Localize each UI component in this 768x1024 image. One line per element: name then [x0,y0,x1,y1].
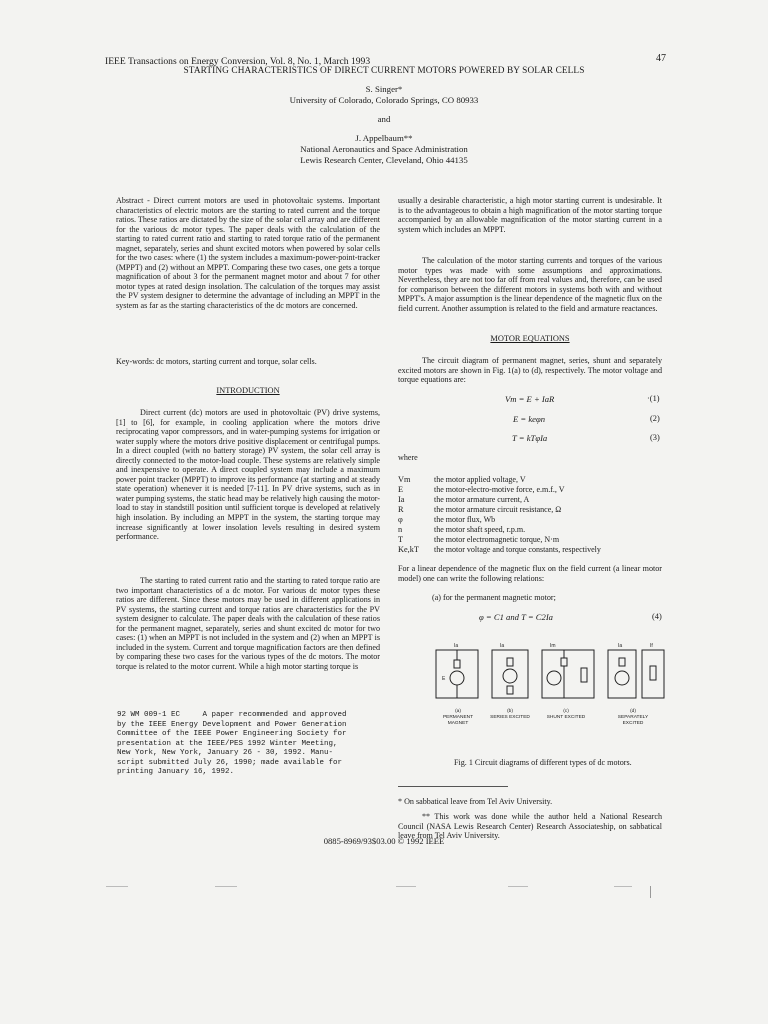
right-p4-text: For a linear dependence of the magnetic flux on the field current (a linear motor model) one can write the following relations: [398,564,662,583]
circuit-label-c [544,709,588,721]
affiliation-2-line-1: National Aeronautics and Space Administration [300,144,468,154]
intro-p1-text: Direct current (dc) motors are used in photovoltaic (PV) drive systems, [1] to [6], for example, in cooling application where the motors drive reciprocating vapor compressors, and in water-pumping systems for irrigation or water supply where the motors drive positive displacement or centrifugal pumps. In a direct coupled (with no battery storage) PV system, the solar cell array is directly connected to the motor-load couple. These systems are relatively simple and inexpensive to operate. A direct coupled system may include a maximum power point tracker (MPPT) to improve its performance (at starting and at steady state operation) whenever it is needed [7-11]. In PV drive systems, such as in water pumping systems, the static head may be relatively high causing the motor-load to stay in standstill position until sufficient torque is developed at relatively high insolation. By including an MPPT in the system, the starting torque may increase significantly at lower insolation levels resulting in desired system performance. [116,408,380,542]
symbol-definition: the motor flux, Wb [434,515,496,524]
right-col-continuation [398,196,662,234]
equation-2-number: (2) [650,414,660,423]
intro-paragraph-1 [116,408,380,542]
paper-title: STARTING CHARACTERISTICS OF DIRECT CURRENT MOTORS POWERED BY SOLAR CELLS [183,66,585,76]
author-1: S. Singer* [365,84,403,94]
svg-text:Ia: Ia [500,643,505,649]
symbol: R [398,505,404,514]
keywords: Key-words: dc motors, starting current and torque, solar cells. [116,357,317,366]
circuit-name: SERIES EXCITED [490,715,530,720]
section-heading-motor-equations: MOTOR EQUATIONS [490,334,570,343]
svg-text:Im: Im [550,643,556,649]
symbol-definition: the motor-electro-motive force, e.m.f., V [434,485,565,494]
circuit-tag: (a) [455,709,461,714]
svg-text:Ia: Ia [618,643,623,649]
scan-mark [650,886,651,898]
circuit-c-shunt-excited [542,643,594,698]
symbol-definition: the motor voltage and torque constants, respectively [434,545,601,554]
figure-1-caption: Fig. 1 Circuit diagrams of different types of dc motors. [454,758,632,767]
symbol-definition: the motor armature current, A [434,495,530,504]
equation-4-number: (4) [652,612,662,621]
right-paragraph-3 [398,356,662,385]
circuit-d-separately-excited [608,643,664,698]
circuit-b-series-excited [492,643,528,698]
equation-3: T = kTφIa [512,433,548,443]
symbol: Ia [398,495,405,504]
right-p3-text: The circuit diagram of permanent magnet, series, shunt and separately excited motors are shown in Fig. 1(a) to (d), respectively. The motor voltage and torque equations are: [398,356,662,385]
intro-p2-text: The starting to rated current ratio and the starting to rated torque ratio are two important characteristics of a dc motor. For various dc motor types these ratios are different. Since these motors may be used in different applications in PV systems, the starting current and torque ratios are characteristics for the PV system designer to calculate. The paper deals with the calculation of these ratios for the permanent magnet, separately, series and shunt excited dc motor for two cases: (1) when an MPPT is not included in the system and (2) when an MPPT is included in the system. Current and torque magnification factors are then defined by comparing these two cases for the various types of the dc motors. The motor torque is related to the motor current. While a high motor starting torque is [116,576,380,671]
circuit-name: SHUNT EXCITED [546,715,586,720]
section-heading-introduction: INTRODUCTION [216,386,280,395]
footnote-2-text: ** This work was done while the author held a National Research Council (NASA Lewis Research Center) Research Associateship, on sabbatical leave from Tel Aviv University. [398,812,662,841]
abstract [116,196,380,311]
symbol-definition: the motor armature circuit resistance, Ω [434,505,562,514]
symbol: Vm [398,475,411,484]
circuit-name: SEPARATELY EXCITED [617,715,649,726]
conference-note: 92 WM 009-1 EC A paper recommended and approved by the IEEE Energy Development and Power Generation Committee of the IEEE Power Engineering Society for presentation at the IEEE/PES 1992 Winter Meeting, New York, New York, January 26 - 30, 1992. Manu- script submitted July 26, 1990; made available for printing January 16, 1992. [117,711,347,776]
circuit-tag: (c) [563,709,569,714]
circuit-a-permanent-magnet [436,643,478,698]
scan-mark [508,886,528,887]
symbol-definition: the motor electromagnetic torque, N·m [434,535,560,544]
symbol-definition: the motor applied voltage, V [434,475,526,484]
scan-mark [614,886,632,887]
footnote-rule [398,786,508,787]
symbol: E [398,485,404,494]
abstract-text: Abstract - Direct current motors are used in photovoltaic systems. Important characteristics of electric motors are the starting to rated current and the torque ratios. These ratios are dictated by the size of the solar cell array and are different for the various dc motor types. The paper deals with the calculation of the starting to rated current ratio and starting to rated torque ratio of the permanent magnet, separately, series and shunt excited motors when powered by solar cells for the two cases: where (1) the system includes a maximum-power-point-tracker (MPPT) and (2) without an MPPT. Comparing these two cases, one gets a torque magnification of about 3 for the permanent magnet motor and about 7 for other motor types at rated design insolation. The calculation of the torques may assist the PV system designer to determine the advantage of including an MPPT in the system as far as the starting characteristics of the dc motors are concerned. [116,196,380,311]
journal-header: IEEE Transactions on Energy Conversion, Vol. 8, No. 1, March 1993 [105,56,371,67]
svg-text:Ia: Ia [454,643,459,649]
symbol: Ke,kT [398,545,419,554]
equation-4: φ = C1 and T = C2Ia [479,612,553,622]
scan-mark [396,886,416,887]
affiliation-1: University of Colorado, Colorado Springs, CO 80933 [289,95,479,105]
and-separator: and [377,114,391,124]
where-label: where [398,453,418,462]
right-p2-text: The calculation of the motor starting currents and torques of the various motor types was made with some assumptions and approximations. Nevertheless, they are not too far off from real values and, therefore, can be used for comparison between the different motors in systems both with and without MPPT's. A major assumption is the linear dependence of the magnetic flux on the field current. Another assumption is related to the field and armature reactances. [398,256,663,313]
page-number: 47 [656,53,666,64]
figure-1-circuit-diagrams [430,640,670,710]
circuit-label-a [436,709,480,727]
circuit-name: PERMANENT MAGNET [442,715,474,726]
right-paragraph-4 [398,564,662,583]
right-paragraph-2 [398,256,662,313]
equation-1-number: ·(1) [647,394,660,403]
scan-mark [106,886,128,887]
equation-1: Vm = E + IaR [505,394,555,404]
author-2: J. Appelbaum** [355,133,413,143]
footnote-1: * On sabbatical leave from Tel Aviv University. [398,797,553,806]
svg-text:E: E [442,676,446,682]
circuit-tag: (d) [630,709,636,714]
circuit-label-b [488,709,532,721]
permanent-magnet-label: (a) for the permanent magnetic motor; [432,593,556,602]
intro-paragraph-2 [116,576,380,671]
continuation-text: usually a desirable characteristic, a high motor starting current is undesirable. It is to the advantageous to obtain a high magnification of the motor starting torque accompanied by an allowable magnification of the motor starting current in a system which includes an MPPT. [398,196,662,234]
symbol: n [398,525,403,534]
equation-3-number: (3) [650,433,660,442]
symbol: φ [398,515,403,524]
equation-2: E = keφn [513,414,546,424]
circuit-tag: (b) [507,709,513,714]
copyright-code: 0885-8969/93$03.00 © 1992 IEEE [323,836,445,846]
symbol-definition: the motor shaft speed, r.p.m. [434,525,526,534]
scan-mark [215,886,237,887]
symbol: T [398,535,404,544]
affiliation-2-line-2: Lewis Research Center, Cleveland, Ohio 44135 [300,155,468,165]
svg-text:If: If [650,643,653,649]
circuit-label-d [607,709,659,727]
